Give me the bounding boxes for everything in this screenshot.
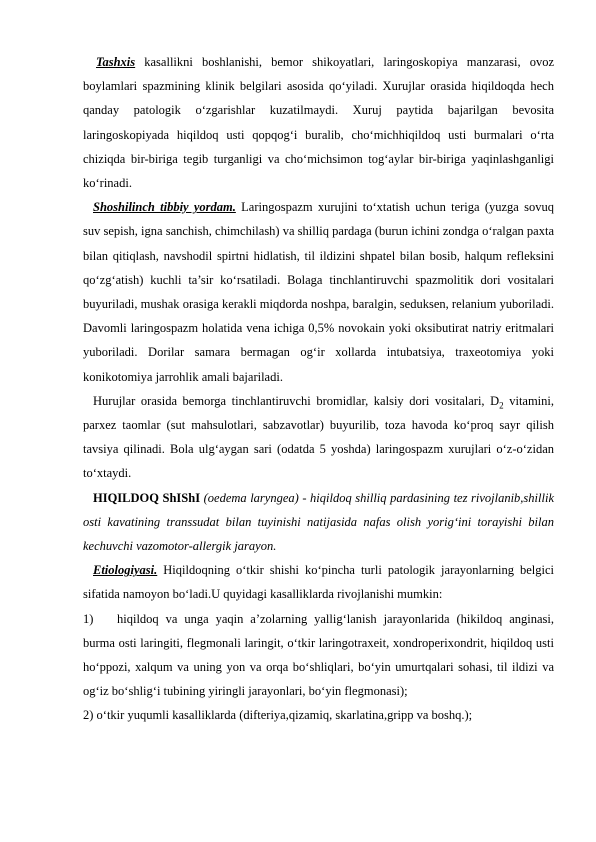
list-item-text: hiqildoq va unga yaqin a’zolarning yallig‘lanish jarayonlarida (hikildoq anginasi, burma osti laringiti, flegmonali laringit, o‘tkir laringotraxeit, xondroperixondrit, hiqildoq usti ho‘ppozi, xalqum va uning yon va orqa bo‘shliqlari, bo‘yin umurtqalari sohasi, til ildizi va og‘iz bo‘shlig‘i tubining yiringli jarayonlari, bo‘yin flegmonasi); xyxy=(83,611,554,699)
heading-etiology: Etiologiyasi. xyxy=(93,563,158,578)
paragraph-between-attacks-text-b: vitamini, parxez taomlar (sut mahsulotlari, sabzavotlar) buyurilib, toza havoda ko‘proq sayr qilish tavsiya qilinadi. Bola ulg‘aygan sari (odatda 5 yoshda) laringospazm xurujlari o‘z-o‘zidan to‘xtaydi. xyxy=(83,393,555,481)
paragraph-diagnosis xyxy=(83,50,554,195)
subscript-d2: 2 xyxy=(499,400,504,411)
paragraph-laryngeal-edema xyxy=(83,486,554,559)
list-item xyxy=(83,703,554,727)
paragraph-diagnosis-text: kasallikni boshlanishi, bemor shikoyatlari, laringoskopiya manzarasi, ovoz boylamlari spazmining klinik belgilari asosida qo‘yiladi. Xurujlar orasida hiqildoqda hech qanday patologik o‘zgarishlar kuzatilmaydi. Xuruj paytida bajarilgan bevosita laringoskopiyada hiqildoq usti qopqog‘i buralib, cho‘michhiqildoq usti burmalari o‘rta chiziqda bir-biriga tegib turganligi va cho‘michsimon tog‘aylar bir-biriga yaqinlashganligi ko‘rinadi. xyxy=(83,55,554,191)
list-item-number: 1) xyxy=(83,611,94,626)
heading-laryngeal-edema: HIQILDOQ ShIShI xyxy=(93,490,201,505)
paragraph-between-attacks-text-a: Hurujlar orasida bemorga tinchlantiruvchi bromidlar, kalsiy dori vositalari, D xyxy=(93,393,500,408)
paragraph-laryngeal-edema-text: (oedema laryngea) - hiqildoq shilliq pardasining tez rivojlanib,shillik osti kavatining transsudat bilan tuyinishi natijasida nafas olish yorig‘ini torayishi bilan kechuvchi vazomotor-allergik jarayon. xyxy=(83,490,554,554)
list-item-number: 2) xyxy=(83,708,94,723)
paragraph-between-attacks xyxy=(83,389,554,486)
heading-emergency-care: Shoshilinch tibbiy yordam. xyxy=(93,200,236,215)
paragraph-emergency-care xyxy=(83,195,554,389)
document-page xyxy=(83,50,554,728)
list-item-text: o‘tkir yuqumli kasalliklarda (difteriya,qizamiq, skarlatina,gripp va boshq.); xyxy=(93,708,473,723)
paragraph-etiology xyxy=(83,558,554,606)
heading-diagnosis: Tashxis xyxy=(96,55,136,69)
list-item xyxy=(83,607,554,704)
paragraph-etiology-text: Hiqildoqning o‘tkir shishi ko‘pincha turli patologik jarayonlarning belgici sifatida namoyon bo‘ladi.U quyidagi kasalliklarda rivojlanishi mumkin: xyxy=(83,563,554,602)
paragraph-emergency-care-text: Laringospazm xurujini to‘xtatish uchun teriga (yuzga sovuq suv sepish, igna sanchish, chimchilash) va shilliq pardaga (burun ichini zondga o‘ralgan paxta bilan qitiqlash, navshodil spirtni hidlatish, til ildizini shpatel bilan bosib, halqum refleksini qo‘zg‘atish) kuchli ta’sir ko‘rsatiladi. Bolaga tinchlantiruvchi spazmolitik dori vositalari buyuriladi, mushak orasiga kerakli miqdorda noshpa, baralgin, seduksen, relanium yuboriladi. Davomli laringospazm holatida vena ichiga 0,5% novokain yoki oksibutirat natriy eritmalari yuboriladi. Dorilar samara bermagan og‘ir xollarda intubatsiya, traxeotomiya yoki konikotomiya jarrohlik amali bajariladi. xyxy=(83,200,554,384)
